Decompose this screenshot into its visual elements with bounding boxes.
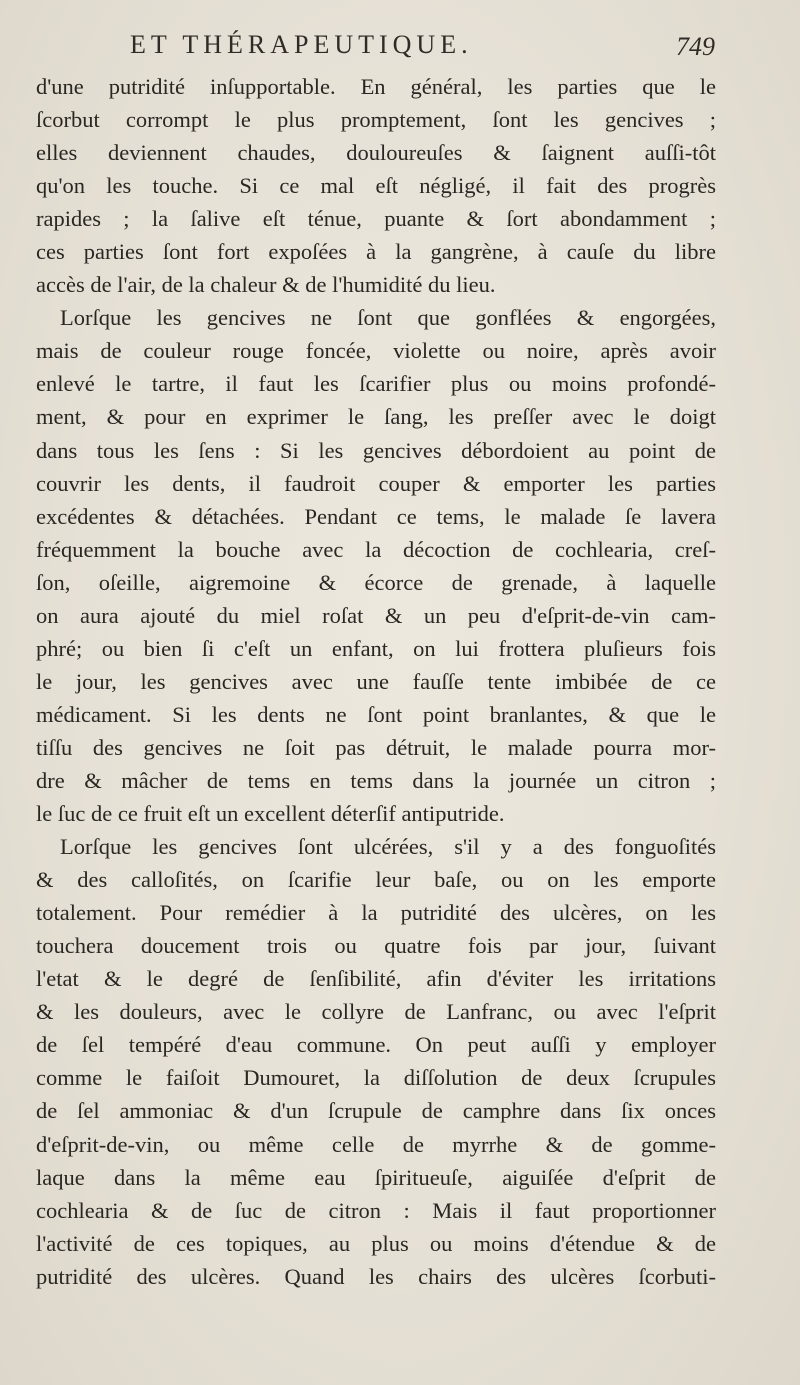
text-line: cochlearia & de ſuc de citron : Mais il faut proportionner bbox=[36, 1197, 716, 1223]
text-line: le ſuc de ce fruit eſt un excellent déterſif antiputride. bbox=[36, 801, 505, 827]
text-line: excédentes & détachées. Pendant ce tems, le malade ſe lavera bbox=[36, 503, 716, 529]
text-line: rapides ; la ſalive eſt ténue, puante & ſort abondamment ; bbox=[36, 206, 716, 232]
text-line: de ſel ammoniac & d'un ſcrupule de camphre dans ſix onces bbox=[36, 1098, 716, 1124]
text-line: l'activité de ces topiques, au plus ou moins d'étendue & de bbox=[36, 1230, 716, 1256]
text-line: enlevé le tartre, il faut les ſcarifier plus ou moins profondé- bbox=[36, 371, 716, 397]
text-line: couvrir les dents, il faudroit couper & emporter les parties bbox=[36, 470, 716, 496]
text-line: totalement. Pour remédier à la putridité des ulcères, on les bbox=[36, 900, 716, 926]
text-line: tiſſu des gencives ne ſoit pas détruit, le malade pourra mor- bbox=[36, 734, 716, 760]
paragraph-start-line: Lorſque les gencives ne ſont que gonflées & engorgées, bbox=[60, 305, 716, 331]
text-line: dans tous les ſens : Si les gencives débordoient au point de bbox=[36, 437, 716, 463]
text-line: touchera doucement trois ou quatre fois par jour, ſuivant bbox=[36, 933, 716, 959]
text-line: l'etat & le degré de ſenſibilité, afin d'éviter les irritations bbox=[36, 966, 716, 992]
paragraph-start-line: Lorſque les gencives ſont ulcérées, s'il y a des fonguoſités bbox=[60, 834, 716, 860]
page-number: 749 bbox=[676, 32, 715, 61]
text-line: on aura ajouté du miel roſat & un peu d'eſprit-de-vin cam- bbox=[36, 602, 716, 628]
text-line: médicament. Si les dents ne ſont point branlantes, & que le bbox=[36, 701, 716, 727]
text-line: d'une putridité inſupportable. En général, les parties que le bbox=[36, 74, 716, 99]
text-line: accès de l'air, de la chaleur & de l'humidité du lieu. bbox=[36, 272, 496, 298]
text-line: ment, & pour en exprimer le ſang, les preſſer avec le doigt bbox=[36, 404, 716, 430]
text-line: le jour, les gencives avec une fauſſe tente imbibée de ce bbox=[36, 668, 716, 694]
text-line: de ſel tempéré d'eau commune. On peut auſſi y employer bbox=[36, 1032, 716, 1058]
text-line: ces parties ſont fort expoſées à la gangrène, à cauſe du libre bbox=[36, 239, 716, 265]
text-line: comme le faiſoit Dumouret, la diſſolution de deux ſcrupules bbox=[36, 1065, 716, 1091]
text-line: dre & mâcher de tems en tems dans la journée un citron ; bbox=[36, 767, 716, 793]
text-line: laque dans la même eau ſpiritueuſe, aiguiſée d'eſprit de bbox=[36, 1164, 716, 1190]
text-line: fréquemment la bouche avec la décoction de cochlearia, creſ- bbox=[36, 536, 716, 562]
text-line: mais de couleur rouge foncée, violette ou noire, après avoir bbox=[36, 338, 716, 364]
page-header bbox=[0, 30, 800, 66]
running-head: ET THÉRAPEUTIQUE. bbox=[130, 30, 473, 59]
text-line: d'eſprit-de-vin, ou même celle de myrrhe & de gomme- bbox=[36, 1131, 716, 1157]
body-text bbox=[36, 70, 716, 1293]
text-line: putridité des ulcères. Quand les chairs des ulcères ſcorbuti- bbox=[36, 1263, 716, 1289]
text-line: & les douleurs, avec le collyre de Lanfranc, ou avec l'eſprit bbox=[36, 999, 716, 1025]
text-line: phré; ou bien ſi c'eſt un enfant, on lui frottera pluſieurs fois bbox=[36, 635, 716, 661]
text-line: & des calloſités, on ſcarifie leur baſe, ou on les emporte bbox=[36, 867, 716, 893]
text-line: elles deviennent chaudes, douloureuſes & ſaignent auſſi-tôt bbox=[36, 140, 716, 166]
text-line: ſon, oſeille, aigremoine & écorce de grenade, à laquelle bbox=[36, 569, 716, 595]
text-line: qu'on les touche. Si ce mal eſt négligé, il fait des progrès bbox=[36, 173, 716, 199]
text-line: ſcorbut corrompt le plus promptement, ſont les gencives ; bbox=[36, 107, 716, 133]
